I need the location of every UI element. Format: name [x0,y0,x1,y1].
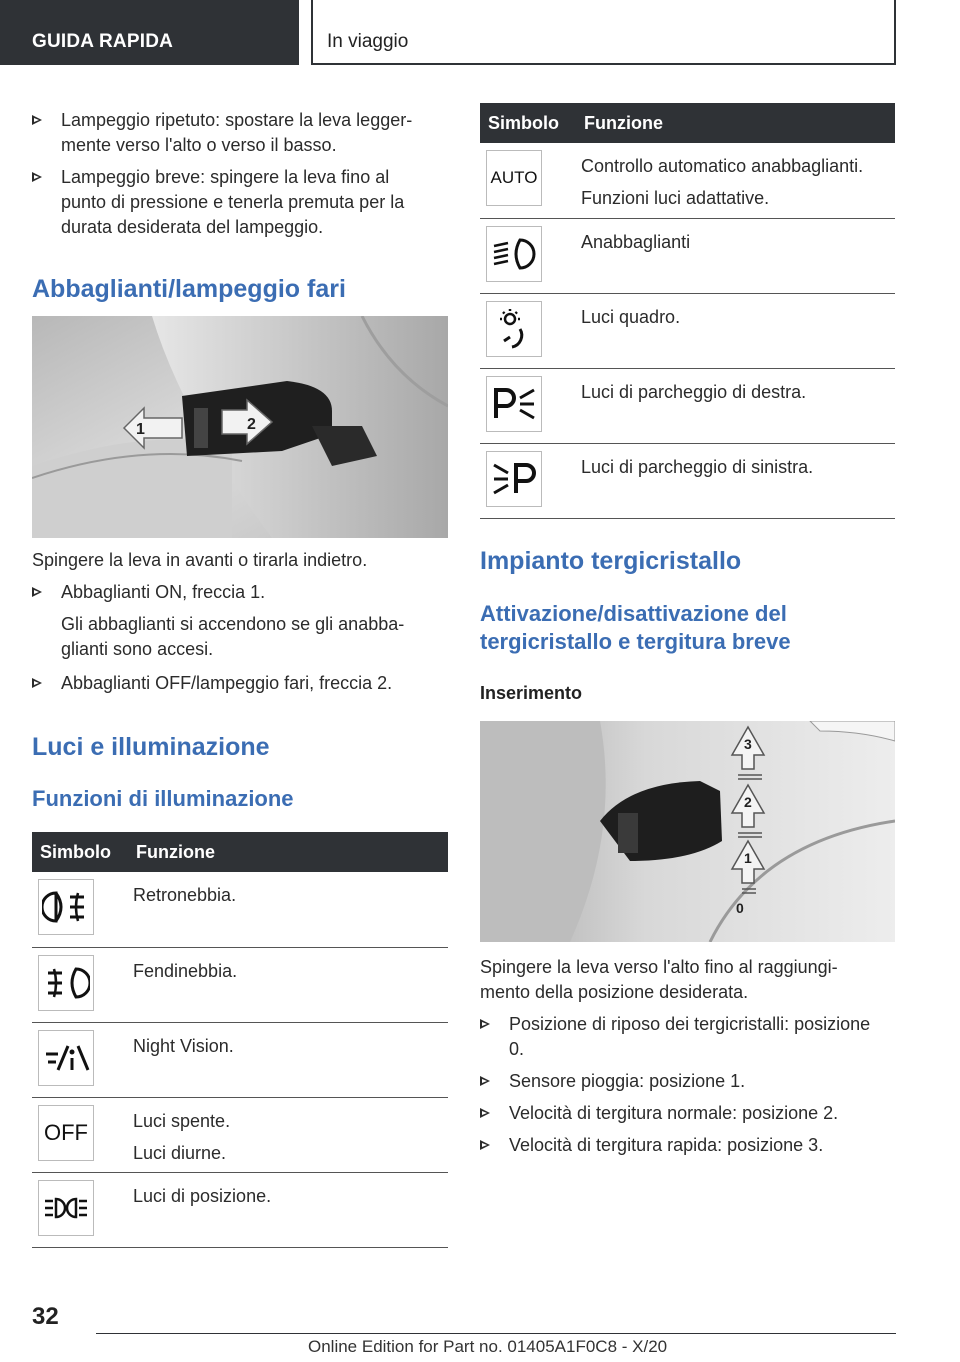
column-header-function: Funzione [128,832,448,872]
position-lights-icon [38,1180,94,1236]
table-row: Retronebbia. [32,872,448,947]
lights-subheading: Funzioni di illuminazione [32,786,294,811]
list-item: Abbaglianti OFF/lampeggio fari, freccia 2. [32,671,448,696]
edition-note: Online Edition for Part no. 01405A1F0C8 - X/20 [308,1337,668,1356]
high-beam-note: Gli abbaglianti si accendono se gli anabba- glianti sono accesi. [61,614,405,659]
table-row: Luci di parcheggio di sinistra. [480,443,895,518]
high-beam-bullets [32,580,448,696]
position-label-3: 3 [744,736,752,752]
table-row: Luci di posizione. [32,1172,448,1247]
list-item: Posizione di riposo dei tergicristalli: posizione 0. [480,1012,895,1062]
chapter-title: In viaggio [311,0,896,65]
bullet-triangle-icon [32,587,42,597]
table-row: Fendinebbia. [32,947,448,1022]
list-item: Lampeggio ripetuto: spostare la leva legger- mente verso l'alto o verso il basso. [32,108,448,158]
low-beam-icon [486,226,542,282]
footer-divider [96,1333,896,1334]
wiper-lever-photo [480,721,895,942]
wipers-intro: Spingere la leva verso l'alto fino al raggiungi- mento della posizione desiderata. [480,957,838,1002]
column-header-symbol: Simbolo [32,832,128,872]
high-beam-lever-photo [32,316,448,538]
off-icon: OFF [38,1105,94,1161]
table-row: Night Vision. [32,1022,448,1097]
arrow-label-1: 1 [136,421,145,438]
position-label-0: 0 [736,900,744,916]
front-fog-light-icon [38,955,94,1011]
bullet-triangle-icon [480,1140,490,1150]
page-number: 32 [32,1303,59,1330]
arrow-label-2: 2 [247,416,256,433]
bullet-triangle-icon [480,1108,490,1118]
section-tab: GUIDA RAPIDA [0,0,299,65]
wipers-insert-heading: Inserimento [480,683,583,703]
column-header-function: Funzione [576,103,895,143]
list-item: Sensore pioggia: posizione 1. [480,1069,895,1094]
table-row: Luci di parcheggio di destra. [480,368,895,443]
table-row: Anabbaglianti [480,218,895,293]
night-vision-icon [38,1030,94,1086]
bullet-triangle-icon [32,115,42,125]
high-beam-heading: Abbaglianti/lampeggio fari [32,275,346,303]
lights-table-right [480,103,895,519]
lights-heading: Luci e illuminazione [32,733,270,761]
bullet-triangle-icon [480,1076,490,1086]
list-item: Abbaglianti ON, freccia 1. Gli abbaglianti si accendono se gli anabba- glianti sono accesi. [32,580,448,662]
instrument-lighting-icon [486,301,542,357]
bullet-triangle-icon [480,1019,490,1029]
bullet-triangle-icon [32,678,42,688]
position-label-2: 2 [744,794,752,810]
lights-table-left [32,832,448,1248]
list-item: Velocità di tergitura rapida: posizione 3. [480,1133,895,1158]
list-item: Velocità di tergitura normale: posizione 2. [480,1101,895,1126]
list-item: Lampeggio breve: spingere la leva fino al punto di pressione e tenerla premuta per la durata desiderata del lampeggio. [32,165,448,240]
column-header-symbol: Simbolo [480,103,576,143]
wipers-subheading: Attivazione/disattivazione del tergicristallo e tergitura breve [480,601,791,654]
parking-light-right-icon [486,376,542,432]
bullet-triangle-icon [32,172,42,182]
table-row: AUTO Controllo automatico anabbaglianti. Funzioni luci adattative. [480,143,895,218]
parking-light-left-icon [486,451,542,507]
position-label-1: 1 [744,850,752,866]
table-row: OFF Luci spente. Luci diurne. [32,1097,448,1172]
wipers-bullets [480,1012,895,1158]
auto-icon: AUTO [486,150,542,206]
high-beam-intro: Spingere la leva in avanti o tirarla indietro. [32,550,368,570]
rear-fog-light-icon [38,879,94,935]
table-row: Luci quadro. [480,293,895,368]
top-bullet-list [32,108,448,240]
wipers-heading: Impianto tergicristallo [480,547,742,575]
